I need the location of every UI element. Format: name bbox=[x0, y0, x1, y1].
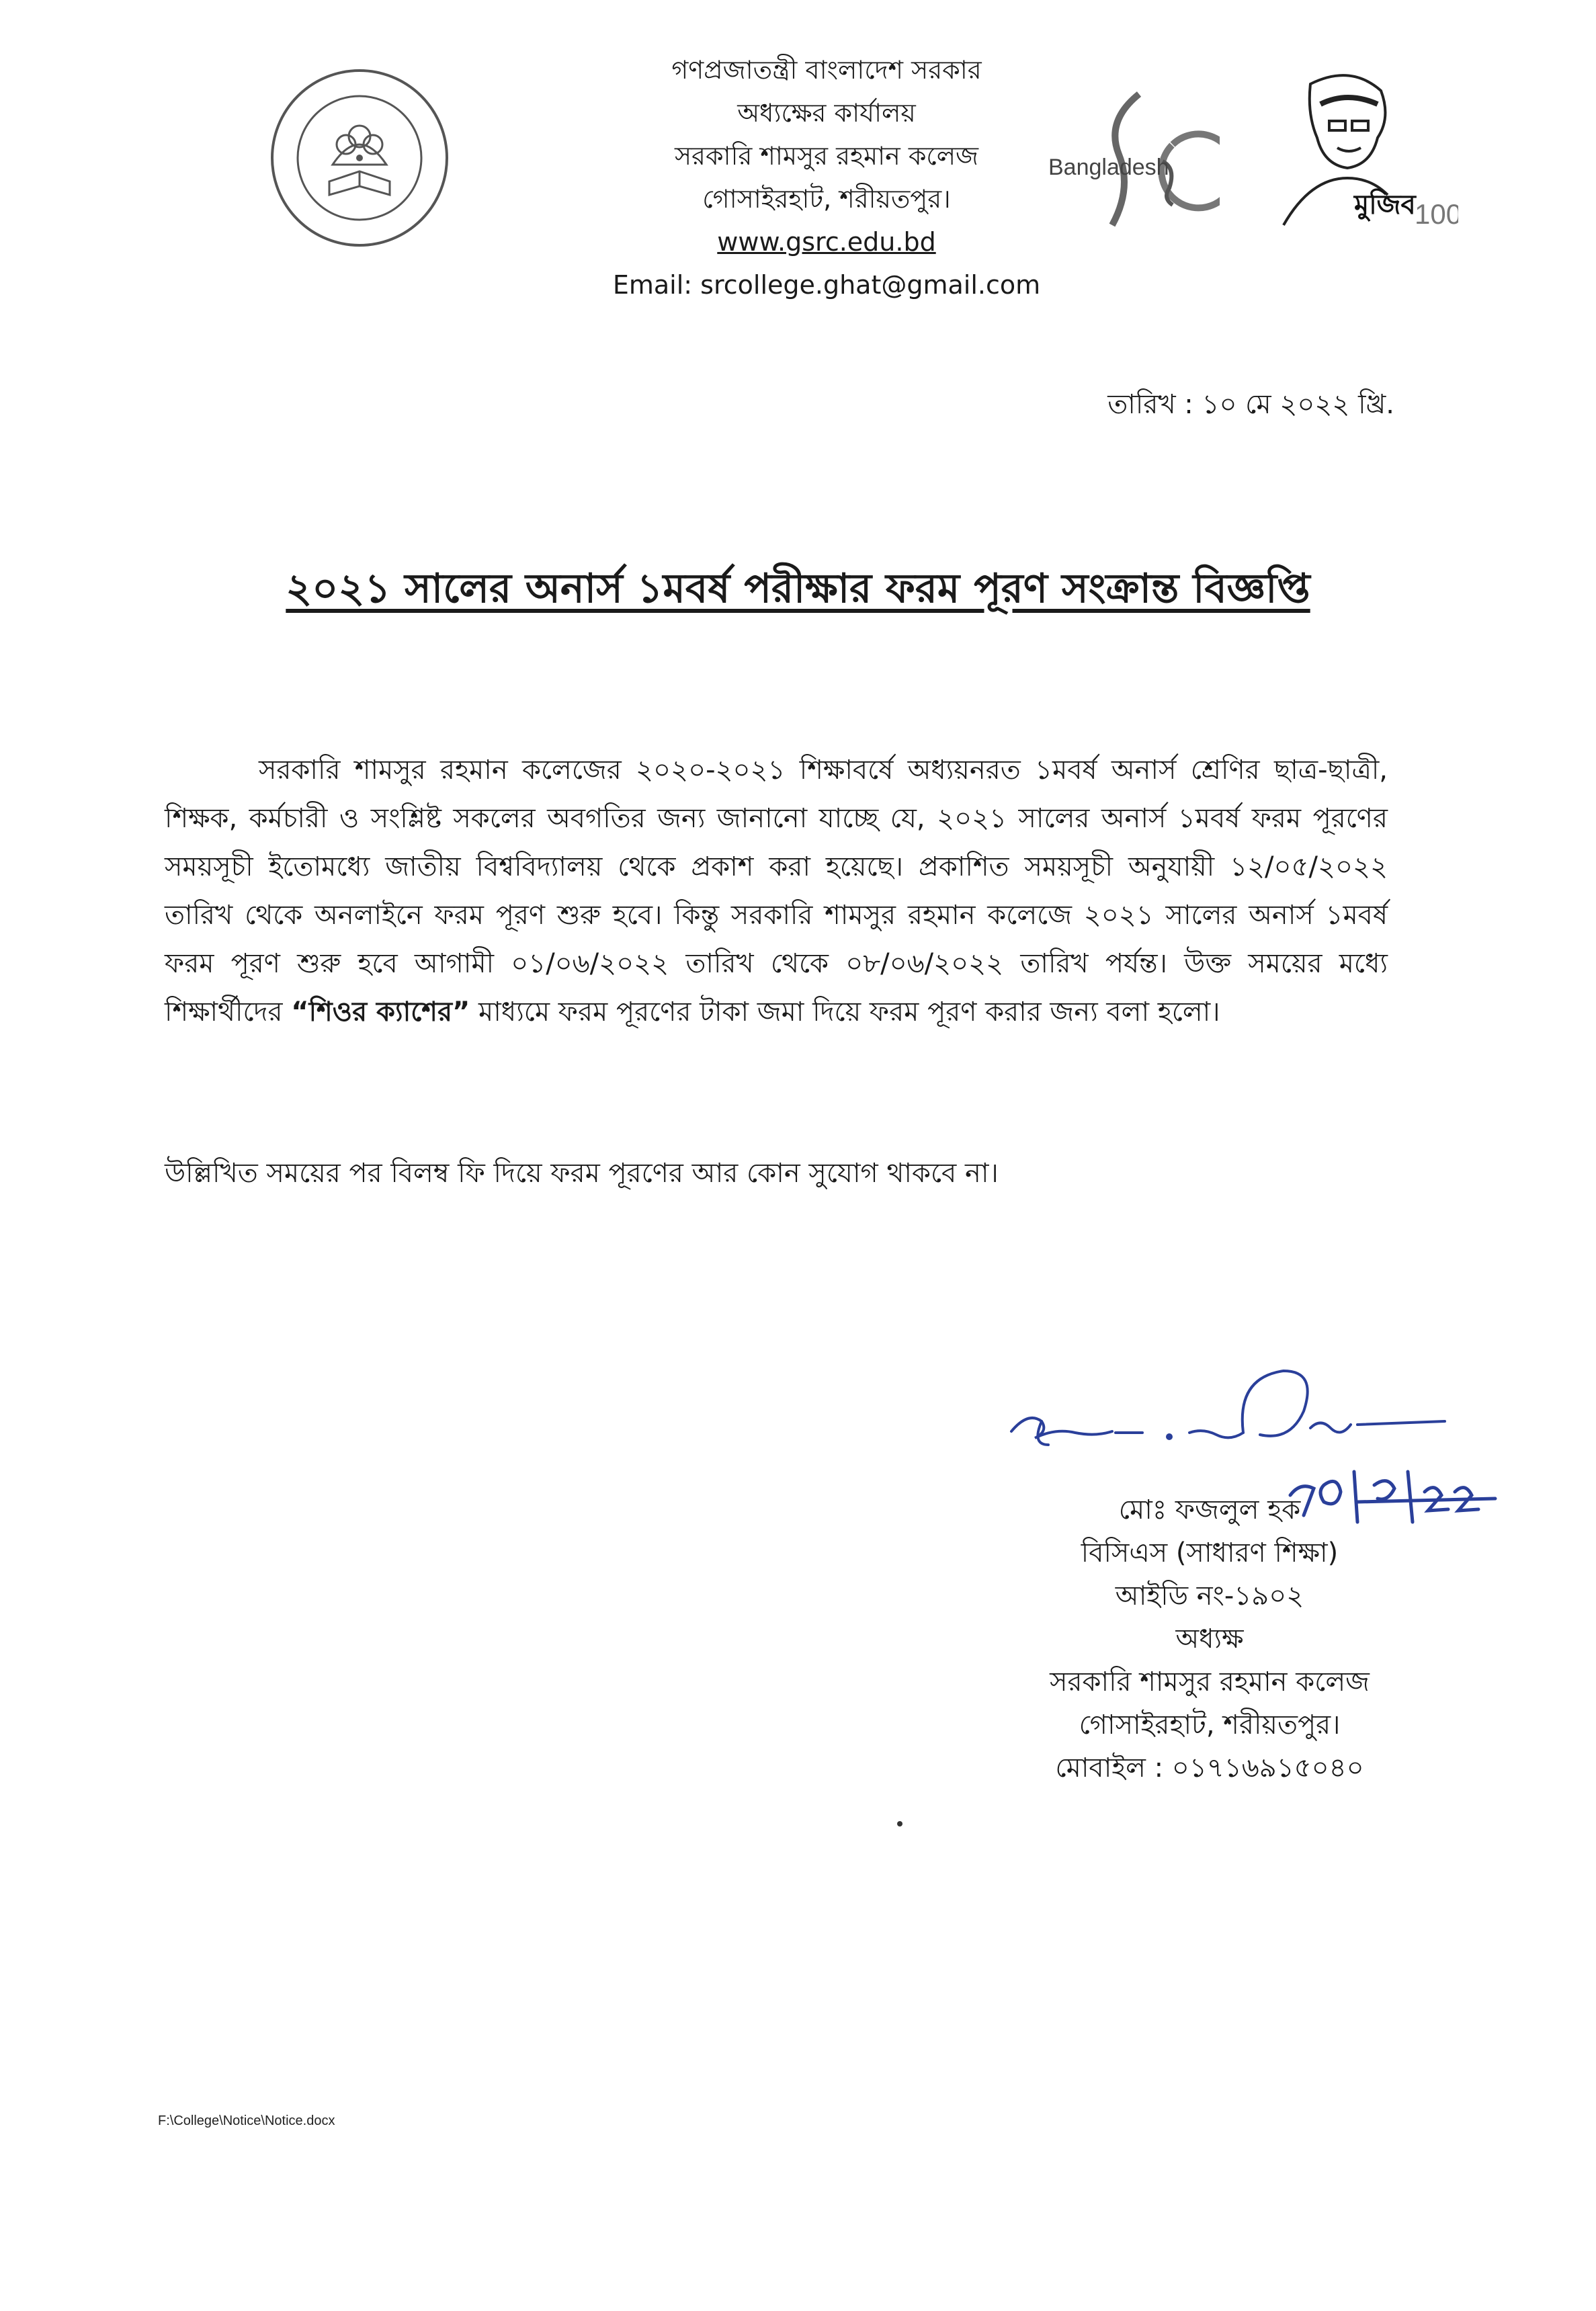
svg-text:100: 100 bbox=[1415, 198, 1458, 230]
signatory-cadre: বিসিএস (সাধারণ শিক্ষা) bbox=[1081, 1538, 1339, 1568]
scan-speck bbox=[897, 1821, 902, 1826]
signatory-mobile: মোবাইল : ০১৭১৬৯১৫০৪০ bbox=[1055, 1753, 1364, 1783]
notice-date: তারিখ : ১০ মে ২০২২ খ্রি. bbox=[1107, 389, 1394, 420]
bangladesh-50-logo-icon bbox=[1038, 81, 1220, 235]
signatory-college: সরকারি শামসুর রহমান কলেজ bbox=[1050, 1667, 1370, 1697]
late-fee-note: উল্লিখিত সময়ের পর বিলম্ব ফি দিয়ে ফরম পূরণের আর কোন সুযোগ থাকবে না। bbox=[165, 1158, 999, 1189]
notice-title bbox=[0, 558, 1596, 625]
notice-title-text: ২০২১ সালের অনার্স ১মবর্ষ পরীক্ষার ফরম পূরণ সংক্রান্ত বিজ্ঞপ্তি bbox=[286, 565, 1310, 612]
government-name: গণপ্রজাতন্ত্রী বাংলাদেশ সরকার bbox=[671, 55, 982, 85]
signatory-block bbox=[995, 1488, 1425, 1790]
college-emblem-icon bbox=[265, 64, 454, 252]
sure-cash-phrase: “শিওর ক্যাশের” bbox=[291, 997, 470, 1027]
signatory-id: আইডি নং-১৯০২ bbox=[1115, 1581, 1304, 1611]
notice-body bbox=[165, 746, 1388, 1036]
signatory-designation: অধ্যক্ষ bbox=[1175, 1624, 1244, 1654]
signatory-address: গোসাইরহাট, শরীয়তপুর। bbox=[1079, 1710, 1341, 1740]
website-link[interactable]: www.gsrc.edu.bd bbox=[717, 227, 936, 257]
bangladesh-50-text: Bangladesh bbox=[1048, 155, 1169, 180]
college-address: গোসাইরহাট, শরীয়তপুর। bbox=[702, 184, 951, 214]
mujib-label: মুজিব bbox=[1354, 190, 1416, 220]
office-name: অধ্যক্ষের কার্যালয় bbox=[737, 98, 916, 128]
email-address: Email: srcollege.ghat@gmail.com bbox=[612, 270, 1041, 300]
body-text-part1: সরকারি শামসুর রহমান কলেজের ২০২০-২০২১ শিক্ষাবর্ষে অধ্যয়নরত ১মবর্ষ অনার্স শ্রেণির ছাত্র-ছাত্রী, শিক্ষক, কর্মচারী ও সংশ্লিষ্ট সকলের অবগতির জন্য জানানো যাচ্ছে যে, ২০২১ সালের অনার্স ১মবর্ষ ফরম পূরণের সময়সূচী ইতোমধ্যে জাতীয় বিশ্ববিদ্যালয় থেকে প্রকাশ করা হয়েছে। প্রকাশিত সময়সূচী অনুযায়ী ১২/০৫/২০২২ তারিখ থেকে অনলাইনে ফরম পূরণ শুরু হবে। কিন্তু সরকারি শামসুর রহমান কলেজে ২০২১ সালের অনার্স ১মবর্ষ ফরম পূরণ শুরু হবে আগামী ০১/০৬/২০২২ তারিখ থেকে ০৮/০৬/২০২২ তারিখ পর্যন্ত। উক্ত সময়ের মধ্যে শিক্ষার্থীদের bbox=[165, 755, 1388, 1027]
college-name: সরকারি শামসুর রহমান কলেজ bbox=[674, 141, 979, 171]
signatory-name: মোঃ ফজলুল হক bbox=[1118, 1495, 1301, 1525]
body-text-part2: মাধ্যমে ফরম পূরণের টাকা জমা দিয়ে ফরম পূরণ করার জন্য বলা হলো। bbox=[470, 997, 1220, 1027]
document-file-path: F:\College\Notice\Notice.docx bbox=[158, 2113, 335, 2128]
mujib-100-logo-icon bbox=[1270, 64, 1458, 232]
